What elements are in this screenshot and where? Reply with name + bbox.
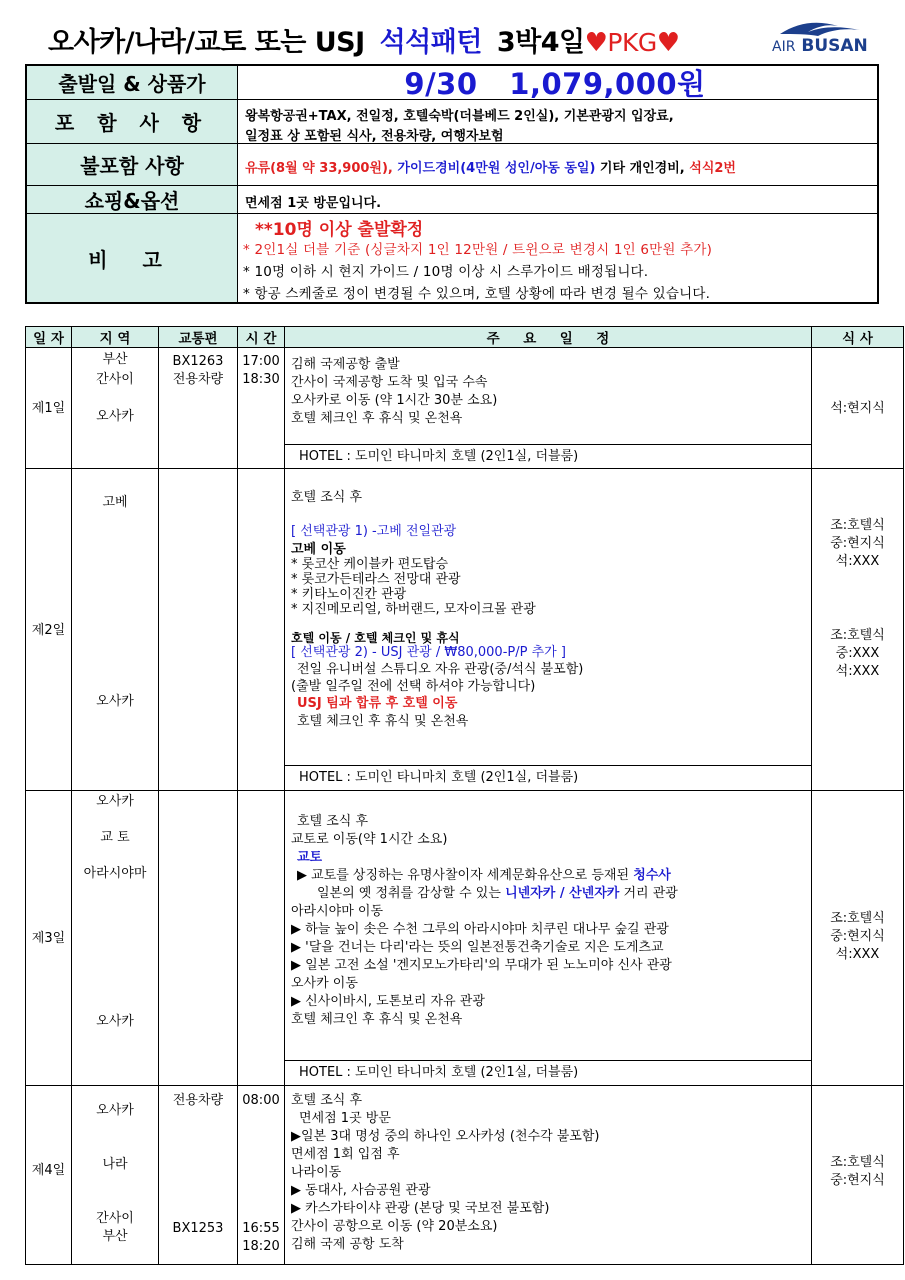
meal: 조:호텔식 bbox=[830, 628, 885, 643]
exclude-dinner: 석식2번 bbox=[689, 161, 736, 176]
table-row-day3 bbox=[26, 791, 904, 1086]
meal: 조:호텔식 bbox=[830, 911, 885, 926]
meal: 석:XXX bbox=[835, 664, 880, 679]
schedule-line: 오사카로 이동 (약 1시간 30분 소요) bbox=[291, 393, 498, 408]
shopping-value: 면세점 1곳 방문입니다. bbox=[245, 196, 382, 211]
heart-icon: ♥ bbox=[584, 28, 608, 58]
schedule-line: ▶ 교토를 상징하는 유명사찰이자 세계문화유산으로 등재된 bbox=[297, 868, 634, 883]
schedule-line: 면세점 1회 입점 후 bbox=[291, 1147, 400, 1162]
hotel-info: HOTEL : 도미인 타니마치 호텔 (2인1실, 더블룸) bbox=[285, 1060, 811, 1085]
header-region: 지 역 bbox=[72, 327, 159, 348]
logo-air-text: AIR bbox=[772, 39, 796, 55]
region: 오사카 bbox=[96, 1014, 134, 1029]
schedule-line: * 키타노이진칸 관광 bbox=[291, 587, 407, 602]
schedule-line: ▶ 동대사, 사슴공원 관광 bbox=[291, 1183, 431, 1198]
meal: 중:현지식 bbox=[830, 1173, 885, 1188]
schedule-line: 나라이동 bbox=[291, 1165, 342, 1180]
schedule-highlight: 청수사 bbox=[633, 868, 671, 883]
meal: 중:XXX bbox=[835, 646, 880, 661]
hotel-info: HOTEL : 도미인 타니마치 호텔 (2인1실, 더블룸) bbox=[285, 765, 811, 790]
include-line: 왕복항공권+TAX, 전일정, 호텔숙박(더블베드 2인실), 기본관광지 입장료, bbox=[245, 109, 674, 124]
region: 오사카 bbox=[96, 694, 134, 709]
schedule-line: 호텔 체크인 후 휴식 및 온천욕 bbox=[291, 411, 463, 426]
meal: 중:현지식 bbox=[830, 929, 885, 944]
schedule-line: ▶ 신사이바시, 도톤보리 자유 관광 bbox=[291, 994, 485, 1009]
table-row-day1 bbox=[26, 348, 904, 469]
day-label: 제2일 bbox=[31, 623, 66, 638]
header-day: 일 자 bbox=[26, 327, 72, 348]
logo-busan-text: BUSAN bbox=[801, 36, 868, 56]
schedule-line: 간사이 국제공항 도착 및 입국 수속 bbox=[291, 375, 488, 390]
depart-price: 9/30 1,079,000원 bbox=[404, 67, 706, 101]
include-label: 포 함 사 항 bbox=[27, 100, 238, 143]
region: 간사이 bbox=[96, 372, 134, 387]
schedule-line: 간사이 공항으로 이동 (약 20분소요) bbox=[291, 1219, 498, 1234]
summary-table bbox=[25, 64, 879, 304]
region: 아라시야마 bbox=[83, 866, 147, 881]
header-transport: 교통편 bbox=[159, 327, 238, 348]
day-label: 제1일 bbox=[31, 401, 66, 416]
schedule-line: * 롯코산 케이블카 편도탑승 bbox=[291, 557, 449, 572]
air-busan-logo bbox=[768, 20, 868, 60]
schedule-line: 호텔 조식 후 bbox=[291, 1093, 363, 1108]
title-highlight: 석석패턴 bbox=[379, 27, 482, 58]
title-duration: 3박4일 bbox=[496, 27, 585, 58]
schedule-line: ▶ '달을 건너는 다리'라는 뜻의 일본전통건축기술로 지은 도게츠교 bbox=[291, 940, 664, 955]
schedule-line: * 지진메모리얼, 하버랜드, 모자이크몰 관광 bbox=[291, 602, 536, 617]
schedule-line: 김해 국제공항 출발 bbox=[291, 357, 400, 372]
schedule-line: ▶일본 3대 명성 중의 하나인 오사카성 (천수각 불포함) bbox=[291, 1129, 600, 1144]
itinerary-table bbox=[25, 326, 904, 1265]
table-row-day2 bbox=[26, 469, 904, 791]
schedule-line: 고베 이동 bbox=[291, 542, 346, 557]
notes-label: 비 고 bbox=[27, 214, 238, 302]
schedule-line: 교토 bbox=[297, 850, 323, 865]
meal: 중:현지식 bbox=[830, 536, 885, 551]
schedule-line: 면세점 1곳 방문 bbox=[299, 1111, 391, 1126]
schedule-line: 호텔 조식 후 bbox=[297, 814, 369, 829]
notes-line: * 2인1실 더블 기준 (싱글차지 1인 12만원 / 트윈으로 변경시 1인 6만원 추가) bbox=[243, 242, 713, 258]
transport: 전용차량 bbox=[172, 1093, 224, 1108]
schedule-line: 오사카 이동 bbox=[291, 976, 358, 991]
hotel-info: HOTEL : 도미인 타니마치 호텔 (2인1실, 더블룸) bbox=[285, 444, 811, 469]
header-time: 시 간 bbox=[238, 327, 285, 348]
heart-icon: ♥ bbox=[656, 28, 680, 58]
transport: BX1253 bbox=[172, 1221, 224, 1236]
schedule-line: * 롯코가든테라스 전망대 관광 bbox=[291, 572, 461, 587]
meal: 조:호텔식 bbox=[830, 1155, 885, 1170]
time: 18:20 bbox=[242, 1239, 280, 1254]
schedule-line: 전일 유니버설 스튜디오 자유 관광(중/석식 불포함) bbox=[297, 662, 584, 677]
schedule-line: 거리 관광 bbox=[619, 886, 678, 901]
title-main: 오사카/나라/교토 또는 USJ bbox=[48, 27, 365, 58]
notes-row bbox=[27, 214, 877, 302]
region: 교 토 bbox=[100, 830, 130, 845]
region: 고베 bbox=[102, 495, 128, 510]
region: 오사카 bbox=[96, 409, 134, 424]
schedule-line: 김해 국제 공항 도착 bbox=[291, 1237, 404, 1252]
day-label: 제3일 bbox=[31, 931, 66, 946]
schedule-line: 호텔 체크인 후 휴식 및 온천욕 bbox=[297, 714, 469, 729]
optional-tour: [ 선택관광 2) - USJ 관광 / ₩80,000-P/P 추가 ] bbox=[291, 645, 566, 660]
header-meal: 식 사 bbox=[812, 327, 904, 348]
exclude-row bbox=[27, 144, 877, 186]
depart-row bbox=[27, 66, 877, 100]
schedule-line: 호텔 이동 / 호텔 체크인 및 휴식 bbox=[291, 631, 460, 645]
meal: 조:호텔식 bbox=[830, 518, 885, 533]
exclude-label: 불포함 사항 bbox=[27, 144, 238, 185]
schedule-line: ▶ 일본 고전 소설 '겐지모노가타리'의 무대가 된 노노미야 신사 관광 bbox=[291, 958, 672, 973]
transport: BX1263 bbox=[172, 354, 224, 369]
meal: 석:현지식 bbox=[830, 401, 885, 416]
notes-head: **10명 이상 출발확정 bbox=[255, 220, 424, 240]
depart-label: 출발일 & 상품가 bbox=[27, 66, 238, 99]
header-schedule: 주 요 일 정 bbox=[285, 327, 812, 348]
time: 17:00 bbox=[242, 354, 280, 369]
schedule-line: 호텔 조식 후 bbox=[291, 490, 363, 505]
time: 18:30 bbox=[242, 372, 280, 387]
region: 부산 bbox=[102, 1229, 128, 1244]
schedule-line: 교토로 이동(약 1시간 소요) bbox=[291, 832, 448, 847]
schedule-line: ▶ 하늘 높이 솟은 수천 그루의 아라시야마 치쿠린 대나무 숲길 관광 bbox=[291, 922, 669, 937]
day-label: 제4일 bbox=[31, 1163, 66, 1178]
shopping-row bbox=[27, 186, 877, 214]
time: 16:55 bbox=[242, 1221, 280, 1236]
schedule-line: ▶ 카스가타이샤 관광 (본당 및 국보전 불포함) bbox=[291, 1201, 550, 1216]
region: 나라 bbox=[102, 1157, 128, 1172]
include-line: 일정표 상 포함된 식사, 전용차량, 여행자보험 bbox=[245, 129, 504, 144]
exclude-guide: 가이드경비(4만원 성인/아동 동일) bbox=[397, 161, 596, 176]
table-row-day4 bbox=[26, 1086, 904, 1265]
region: 오사카 bbox=[96, 1103, 134, 1118]
exclude-fuel: 유류(8월 약 33,900원), bbox=[245, 161, 393, 176]
notes-line: * 항공 스케줄로 정이 변경될 수 있으며, 호텔 상황에 따라 변경 될수 있습니다. bbox=[243, 286, 711, 302]
meal: 석:XXX bbox=[835, 947, 880, 962]
exclude-etc: 기타 개인경비, bbox=[599, 161, 685, 176]
time: 08:00 bbox=[242, 1093, 280, 1108]
meal: 석:XXX bbox=[835, 554, 880, 569]
shopping-label: 쇼핑&옵션 bbox=[27, 186, 238, 213]
schedule-line: 일본의 옛 정취를 감상할 수 있는 bbox=[317, 886, 506, 901]
include-row bbox=[27, 100, 877, 144]
schedule-line: (출발 일주일 전에 선택 하셔야 가능합니다) bbox=[291, 679, 536, 694]
table-header-row bbox=[26, 327, 904, 348]
region: 간사이 bbox=[96, 1211, 134, 1226]
region: 오사카 bbox=[96, 794, 134, 809]
page-title bbox=[0, 20, 905, 64]
optional-tour: [ 선택관광 1) -고베 전일관광 bbox=[291, 524, 457, 539]
transport: 전용차량 bbox=[172, 372, 224, 387]
title-pkg: PKG bbox=[607, 28, 657, 57]
schedule-highlight: 니넨자카 / 산넨자카 bbox=[505, 886, 620, 901]
region: 부산 bbox=[102, 352, 128, 367]
schedule-line: 아라시야마 이동 bbox=[291, 904, 384, 919]
schedule-line: 호텔 체크인 후 휴식 및 온천욕 bbox=[291, 1012, 463, 1027]
schedule-line: USJ 팀과 합류 후 호텔 이동 bbox=[297, 696, 458, 711]
notes-line: * 10명 이하 시 현지 가이드 / 10명 이상 시 스루가이드 배정됩니다. bbox=[243, 264, 649, 280]
